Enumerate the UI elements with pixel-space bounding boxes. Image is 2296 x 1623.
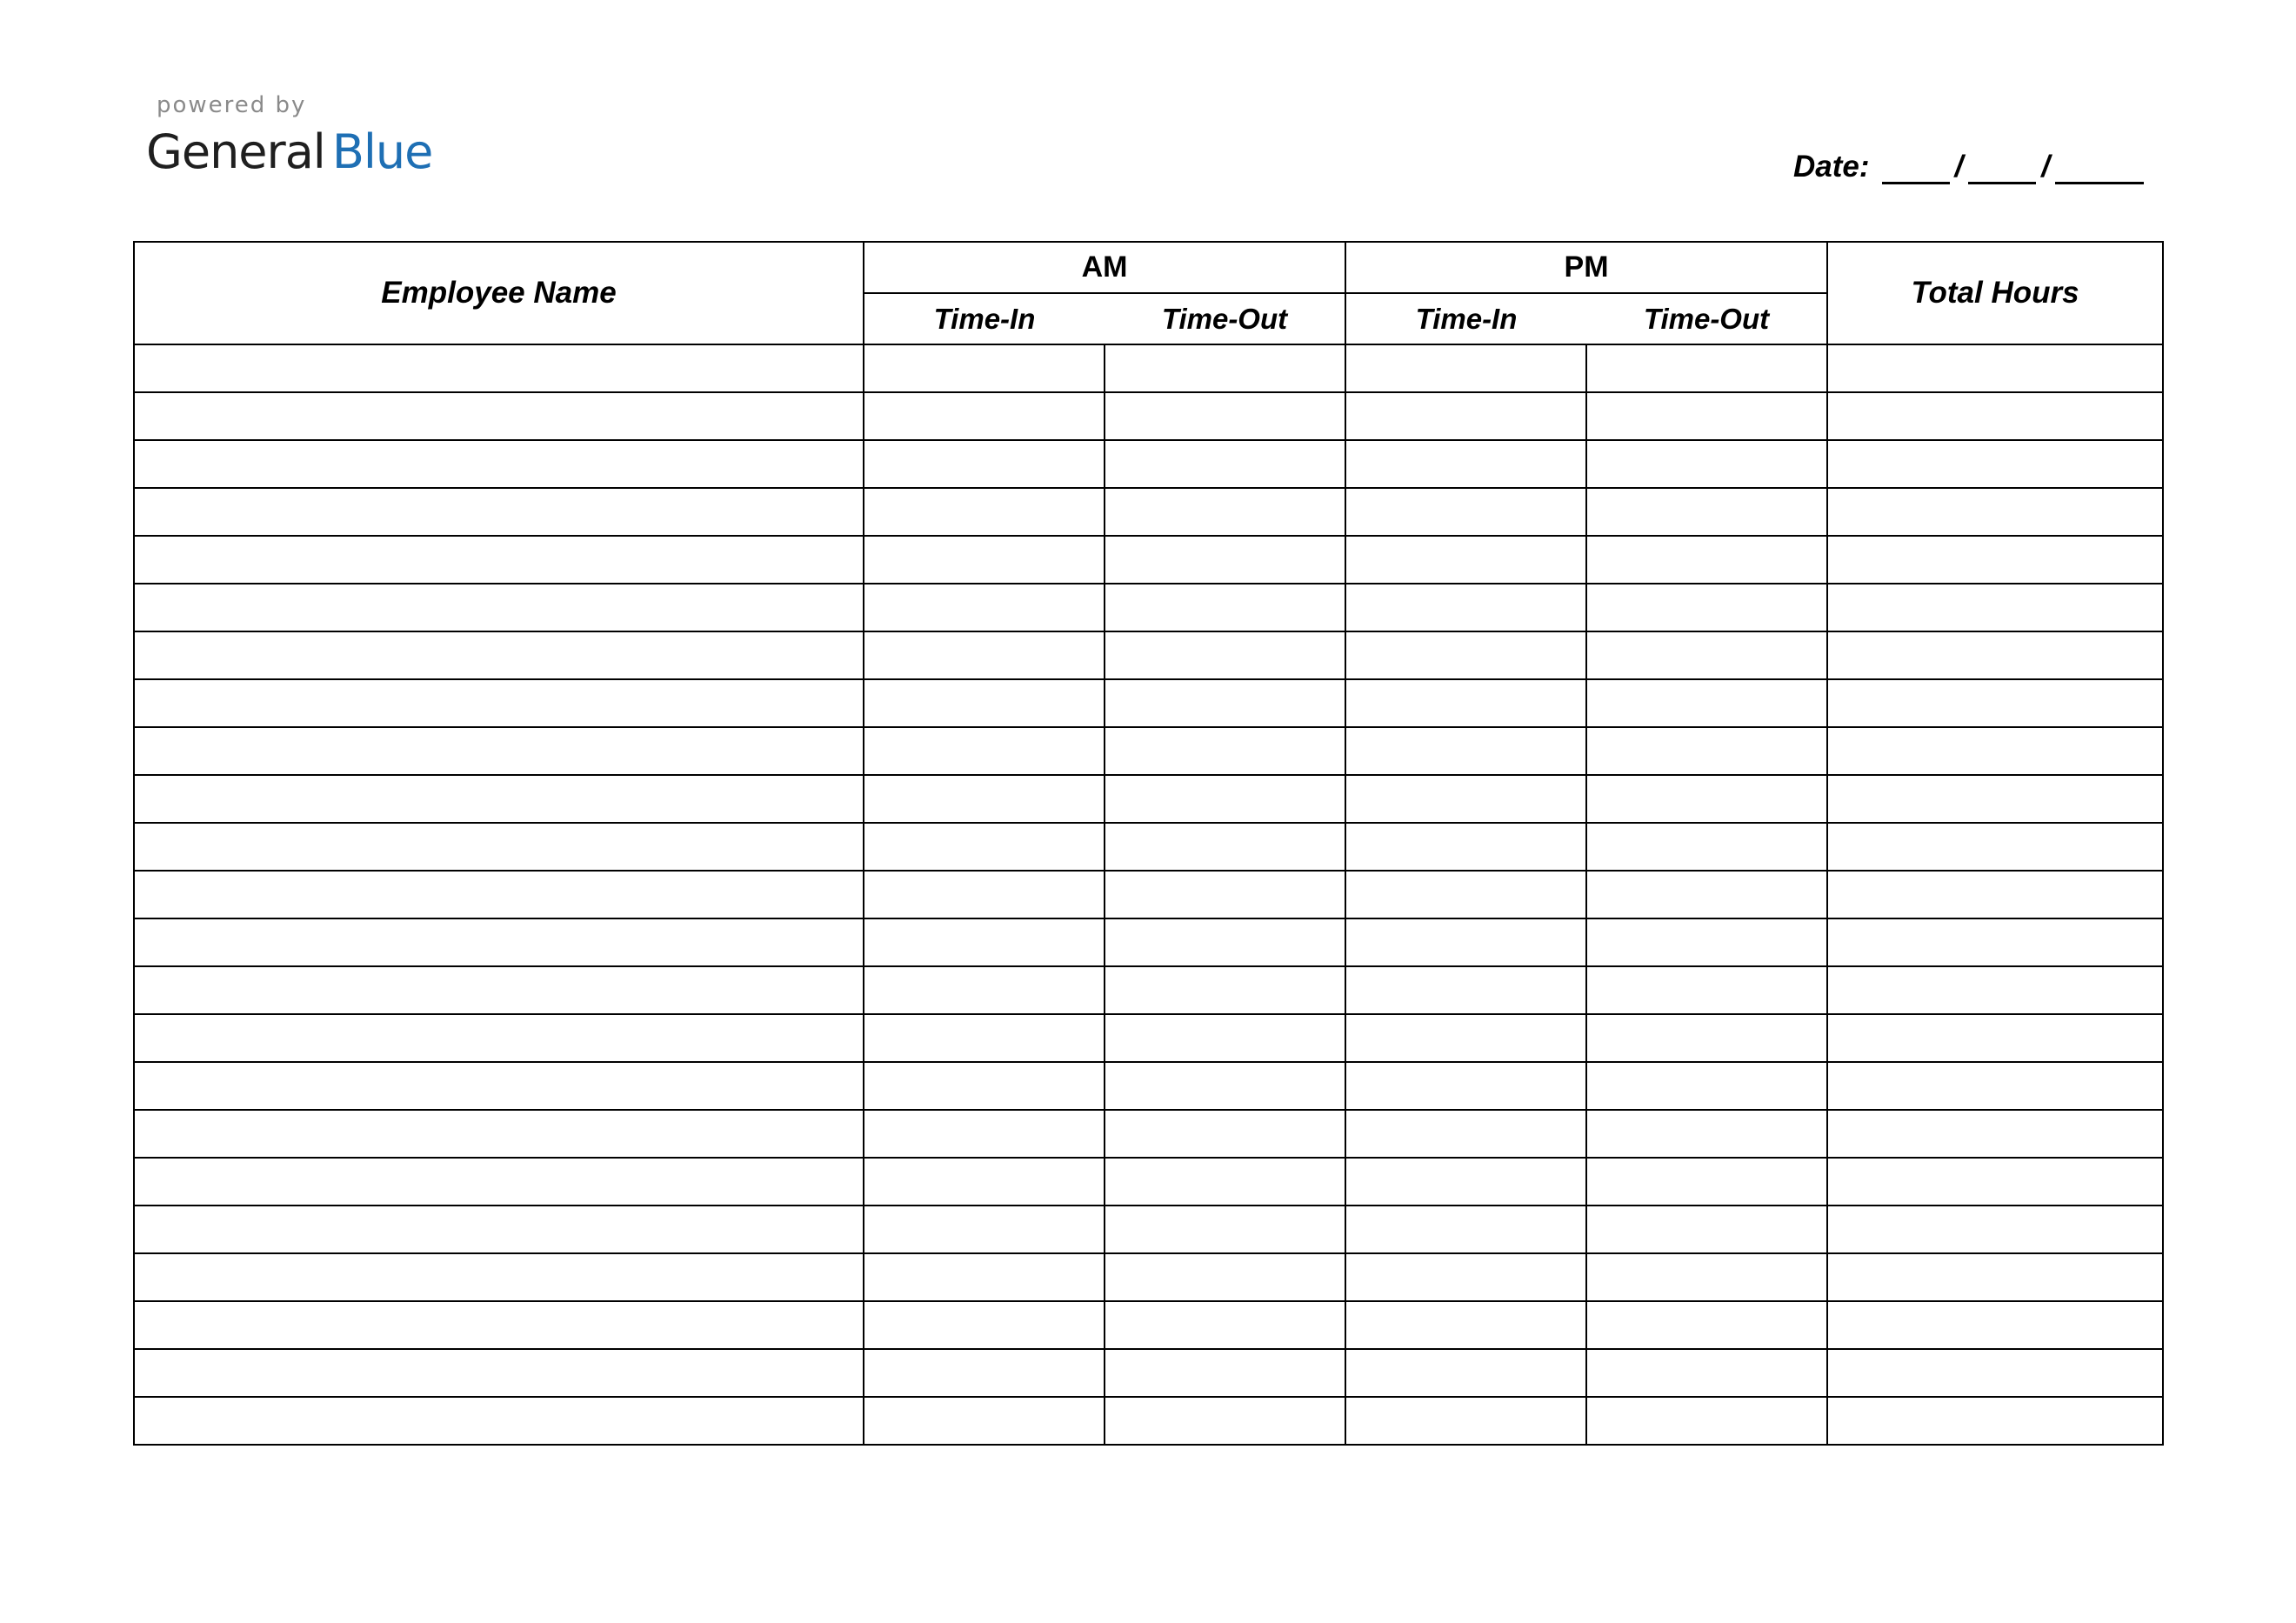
employee-name-cell[interactable] bbox=[134, 584, 864, 631]
pm-time-out-cell[interactable] bbox=[1586, 536, 1827, 584]
pm-time-in-cell[interactable] bbox=[1345, 536, 1586, 584]
header-am-time-out: Time-Out bbox=[1105, 293, 1345, 344]
table-row bbox=[134, 631, 2163, 679]
am-time-in-cell[interactable] bbox=[864, 344, 1105, 392]
total-hours-cell[interactable] bbox=[1827, 1253, 2163, 1301]
pm-time-in-cell[interactable] bbox=[1345, 918, 1586, 966]
date-year-blank[interactable] bbox=[2055, 156, 2144, 184]
employee-name-cell[interactable] bbox=[134, 1349, 864, 1397]
pm-time-in-cell[interactable] bbox=[1345, 1397, 1586, 1445]
table-row bbox=[134, 392, 2163, 440]
header-pm-time-in: Time-In bbox=[1345, 293, 1586, 344]
pm-time-in-cell[interactable] bbox=[1345, 1349, 1586, 1397]
am-time-out-cell[interactable] bbox=[1105, 440, 1345, 488]
employee-name-cell[interactable] bbox=[134, 1062, 864, 1110]
am-time-out-cell[interactable] bbox=[1105, 631, 1345, 679]
date-field bbox=[1793, 150, 2144, 184]
pm-time-out-cell[interactable] bbox=[1586, 1014, 1827, 1062]
total-hours-cell[interactable] bbox=[1827, 440, 2163, 488]
am-time-out-cell[interactable] bbox=[1105, 1206, 1345, 1253]
brand-logo bbox=[146, 92, 433, 179]
table-row bbox=[134, 775, 2163, 823]
am-time-in-cell[interactable] bbox=[864, 966, 1105, 1014]
total-hours-cell[interactable] bbox=[1827, 775, 2163, 823]
pm-time-out-cell[interactable] bbox=[1586, 727, 1827, 775]
brand-name bbox=[146, 124, 433, 179]
am-time-out-cell[interactable] bbox=[1105, 823, 1345, 871]
date-day-blank[interactable] bbox=[1968, 156, 2036, 184]
pm-time-in-cell[interactable] bbox=[1345, 1158, 1586, 1206]
pm-time-out-cell[interactable] bbox=[1586, 488, 1827, 536]
am-time-in-cell[interactable] bbox=[864, 584, 1105, 631]
pm-time-in-cell[interactable] bbox=[1345, 440, 1586, 488]
pm-time-out-cell[interactable] bbox=[1586, 392, 1827, 440]
am-time-in-cell[interactable] bbox=[864, 1206, 1105, 1253]
pm-time-out-cell[interactable] bbox=[1586, 966, 1827, 1014]
am-time-in-cell[interactable] bbox=[864, 1110, 1105, 1158]
am-time-out-cell[interactable] bbox=[1105, 584, 1345, 631]
employee-name-cell[interactable] bbox=[134, 871, 864, 918]
am-time-in-cell[interactable] bbox=[864, 727, 1105, 775]
pm-time-out-cell[interactable] bbox=[1586, 631, 1827, 679]
employee-name-cell[interactable] bbox=[134, 966, 864, 1014]
am-time-out-cell[interactable] bbox=[1105, 1397, 1345, 1445]
pm-time-out-cell[interactable] bbox=[1586, 1158, 1827, 1206]
table-row bbox=[134, 679, 2163, 727]
pm-time-out-cell[interactable] bbox=[1586, 918, 1827, 966]
am-time-in-cell[interactable] bbox=[864, 918, 1105, 966]
date-separator: / bbox=[1954, 150, 1964, 184]
employee-name-cell[interactable] bbox=[134, 1397, 864, 1445]
header-total-hours: Total Hours bbox=[1827, 242, 2163, 344]
pm-time-in-cell[interactable] bbox=[1345, 1206, 1586, 1253]
am-time-in-cell[interactable] bbox=[864, 1397, 1105, 1445]
table-row bbox=[134, 440, 2163, 488]
am-time-in-cell[interactable] bbox=[864, 1158, 1105, 1206]
total-hours-cell[interactable] bbox=[1827, 1397, 2163, 1445]
total-hours-cell[interactable] bbox=[1827, 1301, 2163, 1349]
table-row bbox=[134, 1158, 2163, 1206]
pm-time-in-cell[interactable] bbox=[1345, 823, 1586, 871]
am-time-in-cell[interactable] bbox=[864, 775, 1105, 823]
pm-time-in-cell[interactable] bbox=[1345, 1301, 1586, 1349]
employee-name-cell[interactable] bbox=[134, 488, 864, 536]
employee-name-cell[interactable] bbox=[134, 536, 864, 584]
am-time-out-cell[interactable] bbox=[1105, 727, 1345, 775]
total-hours-cell[interactable] bbox=[1827, 1206, 2163, 1253]
pm-time-in-cell[interactable] bbox=[1345, 679, 1586, 727]
total-hours-cell[interactable] bbox=[1827, 1349, 2163, 1397]
table-row bbox=[134, 823, 2163, 871]
employee-name-cell[interactable] bbox=[134, 1110, 864, 1158]
am-time-out-cell[interactable] bbox=[1105, 392, 1345, 440]
pm-time-out-cell[interactable] bbox=[1586, 775, 1827, 823]
employee-name-cell[interactable] bbox=[134, 1158, 864, 1206]
table-row bbox=[134, 584, 2163, 631]
total-hours-cell[interactable] bbox=[1827, 344, 2163, 392]
employee-name-cell[interactable] bbox=[134, 344, 864, 392]
powered-by-text: powered by bbox=[157, 92, 307, 118]
employee-name-cell[interactable] bbox=[134, 1206, 864, 1253]
pm-time-out-cell[interactable] bbox=[1586, 1397, 1827, 1445]
am-time-out-cell[interactable] bbox=[1105, 679, 1345, 727]
total-hours-cell[interactable] bbox=[1827, 823, 2163, 871]
pm-time-in-cell[interactable] bbox=[1345, 966, 1586, 1014]
pm-time-in-cell[interactable] bbox=[1345, 1062, 1586, 1110]
header-am-time-in: Time-In bbox=[864, 293, 1105, 344]
am-time-out-cell[interactable] bbox=[1105, 918, 1345, 966]
date-month-blank[interactable] bbox=[1882, 156, 1950, 184]
pm-time-out-cell[interactable] bbox=[1586, 584, 1827, 631]
total-hours-cell[interactable] bbox=[1827, 1014, 2163, 1062]
brand-name-blue: Blue bbox=[331, 124, 433, 179]
total-hours-cell[interactable] bbox=[1827, 1158, 2163, 1206]
header-row-top bbox=[134, 242, 2163, 293]
total-hours-cell[interactable] bbox=[1827, 1110, 2163, 1158]
am-time-in-cell[interactable] bbox=[864, 1062, 1105, 1110]
am-time-out-cell[interactable] bbox=[1105, 775, 1345, 823]
table-row bbox=[134, 1014, 2163, 1062]
table-row bbox=[134, 1253, 2163, 1301]
table-row bbox=[134, 344, 2163, 392]
table-row bbox=[134, 1062, 2163, 1110]
am-time-out-cell[interactable] bbox=[1105, 1349, 1345, 1397]
employee-name-cell[interactable] bbox=[134, 1301, 864, 1349]
pm-time-in-cell[interactable] bbox=[1345, 584, 1586, 631]
table-row bbox=[134, 918, 2163, 966]
pm-time-out-cell[interactable] bbox=[1586, 1253, 1827, 1301]
header-pm-time-out: Time-Out bbox=[1586, 293, 1827, 344]
table-row bbox=[134, 966, 2163, 1014]
am-time-out-cell[interactable] bbox=[1105, 488, 1345, 536]
header-employee-name: Employee Name bbox=[134, 242, 864, 344]
am-time-in-cell[interactable] bbox=[864, 488, 1105, 536]
am-time-in-cell[interactable] bbox=[864, 536, 1105, 584]
employee-name-cell[interactable] bbox=[134, 1253, 864, 1301]
total-hours-cell[interactable] bbox=[1827, 918, 2163, 966]
employee-name-cell[interactable] bbox=[134, 631, 864, 679]
pm-time-out-cell[interactable] bbox=[1586, 1349, 1827, 1397]
timesheet-body bbox=[134, 344, 2163, 1445]
am-time-in-cell[interactable] bbox=[864, 679, 1105, 727]
pm-time-in-cell[interactable] bbox=[1345, 392, 1586, 440]
header-pm: PM bbox=[1345, 242, 1827, 293]
table-row bbox=[134, 1397, 2163, 1445]
total-hours-cell[interactable] bbox=[1827, 871, 2163, 918]
total-hours-cell[interactable] bbox=[1827, 679, 2163, 727]
table-row bbox=[134, 1110, 2163, 1158]
date-separator: / bbox=[2041, 150, 2050, 184]
pm-time-out-cell[interactable] bbox=[1586, 679, 1827, 727]
employee-name-cell[interactable] bbox=[134, 679, 864, 727]
pm-time-out-cell[interactable] bbox=[1586, 1301, 1827, 1349]
am-time-in-cell[interactable] bbox=[864, 1253, 1105, 1301]
total-hours-cell[interactable] bbox=[1827, 966, 2163, 1014]
am-time-out-cell[interactable] bbox=[1105, 1062, 1345, 1110]
pm-time-in-cell[interactable] bbox=[1345, 775, 1586, 823]
am-time-out-cell[interactable] bbox=[1105, 1301, 1345, 1349]
employee-name-cell[interactable] bbox=[134, 823, 864, 871]
employee-name-cell[interactable] bbox=[134, 775, 864, 823]
table-row bbox=[134, 488, 2163, 536]
header-am: AM bbox=[864, 242, 1345, 293]
timesheet-table bbox=[133, 241, 2164, 1446]
pm-time-in-cell[interactable] bbox=[1345, 1110, 1586, 1158]
pm-time-out-cell[interactable] bbox=[1586, 823, 1827, 871]
am-time-in-cell[interactable] bbox=[864, 631, 1105, 679]
am-time-in-cell[interactable] bbox=[864, 1301, 1105, 1349]
total-hours-cell[interactable] bbox=[1827, 1062, 2163, 1110]
brand-name-general: General bbox=[146, 124, 325, 179]
table-row bbox=[134, 536, 2163, 584]
total-hours-cell[interactable] bbox=[1827, 392, 2163, 440]
am-time-out-cell[interactable] bbox=[1105, 871, 1345, 918]
table-row bbox=[134, 727, 2163, 775]
pm-time-in-cell[interactable] bbox=[1345, 631, 1586, 679]
pm-time-out-cell[interactable] bbox=[1586, 1110, 1827, 1158]
pm-time-in-cell[interactable] bbox=[1345, 1014, 1586, 1062]
am-time-out-cell[interactable] bbox=[1105, 536, 1345, 584]
am-time-out-cell[interactable] bbox=[1105, 1110, 1345, 1158]
employee-name-cell[interactable] bbox=[134, 918, 864, 966]
pm-time-in-cell[interactable] bbox=[1345, 344, 1586, 392]
am-time-out-cell[interactable] bbox=[1105, 1253, 1345, 1301]
date-label: Date: bbox=[1793, 150, 1870, 184]
am-time-out-cell[interactable] bbox=[1105, 966, 1345, 1014]
am-time-in-cell[interactable] bbox=[864, 871, 1105, 918]
employee-name-cell[interactable] bbox=[134, 1014, 864, 1062]
total-hours-cell[interactable] bbox=[1827, 631, 2163, 679]
pm-time-out-cell[interactable] bbox=[1586, 871, 1827, 918]
table-row bbox=[134, 1349, 2163, 1397]
pm-time-out-cell[interactable] bbox=[1586, 344, 1827, 392]
am-time-in-cell[interactable] bbox=[864, 392, 1105, 440]
total-hours-cell[interactable] bbox=[1827, 727, 2163, 775]
table-row bbox=[134, 1206, 2163, 1253]
am-time-out-cell[interactable] bbox=[1105, 1158, 1345, 1206]
pm-time-in-cell[interactable] bbox=[1345, 488, 1586, 536]
table-row bbox=[134, 871, 2163, 918]
total-hours-cell[interactable] bbox=[1827, 536, 2163, 584]
am-time-in-cell[interactable] bbox=[864, 1349, 1105, 1397]
pm-time-in-cell[interactable] bbox=[1345, 871, 1586, 918]
employee-name-cell[interactable] bbox=[134, 392, 864, 440]
pm-time-out-cell[interactable] bbox=[1586, 440, 1827, 488]
total-hours-cell[interactable] bbox=[1827, 488, 2163, 536]
pm-time-in-cell[interactable] bbox=[1345, 1253, 1586, 1301]
am-time-out-cell[interactable] bbox=[1105, 1014, 1345, 1062]
pm-time-out-cell[interactable] bbox=[1586, 1206, 1827, 1253]
pm-time-in-cell[interactable] bbox=[1345, 727, 1586, 775]
employee-name-cell[interactable] bbox=[134, 727, 864, 775]
table-row bbox=[134, 1301, 2163, 1349]
am-time-in-cell[interactable] bbox=[864, 440, 1105, 488]
am-time-out-cell[interactable] bbox=[1105, 344, 1345, 392]
pm-time-out-cell[interactable] bbox=[1586, 1062, 1827, 1110]
am-time-in-cell[interactable] bbox=[864, 1014, 1105, 1062]
total-hours-cell[interactable] bbox=[1827, 584, 2163, 631]
am-time-in-cell[interactable] bbox=[864, 823, 1105, 871]
employee-name-cell[interactable] bbox=[134, 440, 864, 488]
